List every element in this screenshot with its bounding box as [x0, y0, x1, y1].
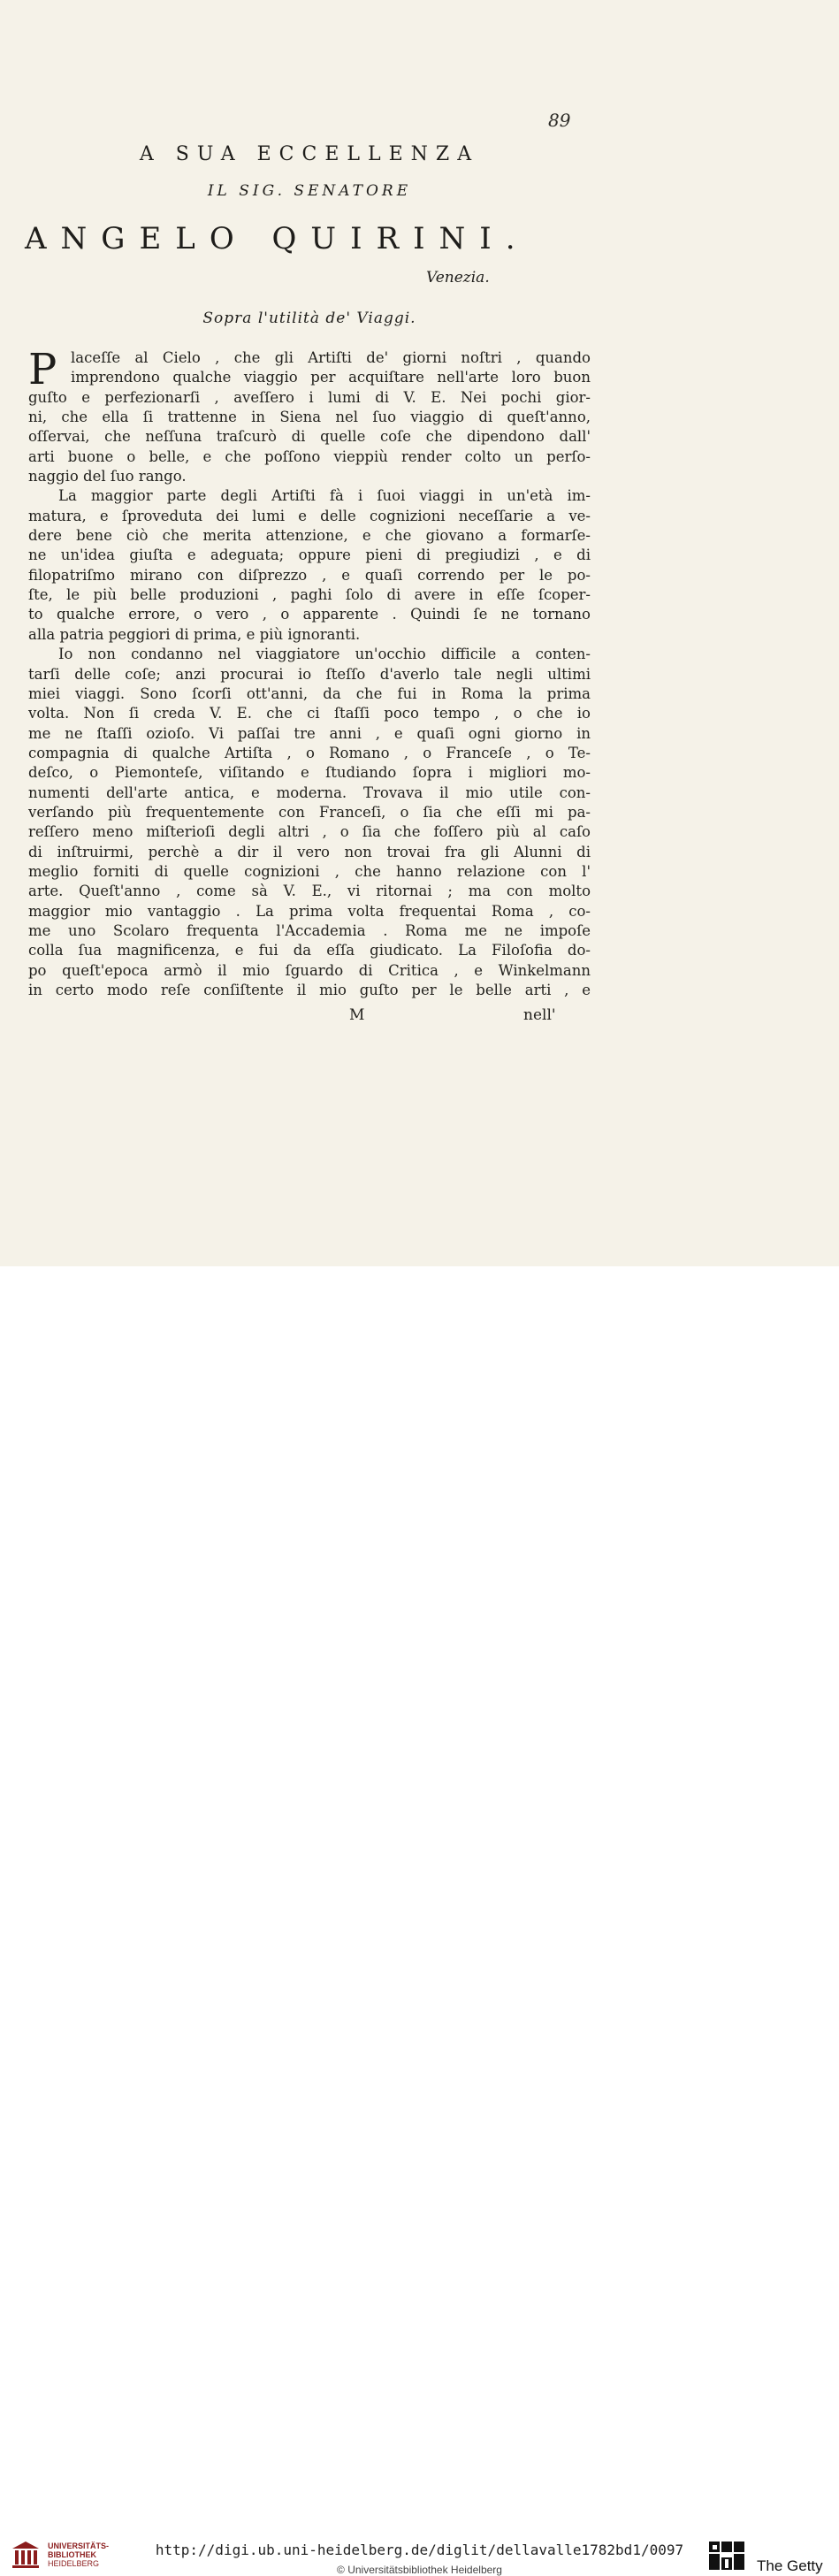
- drop-cap: P: [28, 345, 57, 394]
- copyright-notice: © Universitätsbibliothek Heidelberg: [337, 2564, 502, 2576]
- text-line: tarſi delle coſe; anzi procurai io ſteſſo d'averlo tale negli ultimi: [28, 665, 591, 683]
- text-line: filopatriſmo mirano con diſprezzo , e quaſi correndo per le po-: [28, 566, 591, 584]
- getty-logo-icon[interactable]: [707, 2540, 746, 2572]
- viewer-footer: [0, 1266, 839, 2576]
- text-line: ni, che ella ſi trattenne in Siena nel ſuo viaggio di queſt'anno,: [28, 409, 591, 426]
- text-line: in certo modo reſe conſiſtente il mio guſto per le belle arti , e: [28, 982, 591, 998]
- text-line: dere bene ciò che merita attenzione, e che giovano a formarſe-: [28, 527, 591, 545]
- text-line: compagnia di qualche Artiſta , o Romano , o Franceſe , o Te-: [28, 744, 591, 761]
- page-number: 89: [548, 110, 571, 131]
- place-name: Venezia.: [426, 269, 490, 287]
- scanned-page: [0, 0, 839, 1266]
- text-line: guſto e perfezionarſi , aveſſero i lumi di V. E. Nei pochi gior-: [28, 388, 591, 406]
- text-line: matura, e ſproveduta dei lumi e delle cognizioni neceſſarie a ve-: [28, 507, 591, 524]
- text-line: miei viaggi. Sono ſcorſi ott'anni, da che fui in Roma la prima: [28, 684, 591, 702]
- text-line: me ne ſtaſſi ozioſo. Vi paſſai tre anni , e quaſi ogni giorno in: [28, 724, 591, 742]
- signature-mark: M: [349, 1006, 365, 1024]
- text-line: oſſervai, che neſſuna traſcurò di quelle coſe che dipendono dall': [28, 428, 591, 446]
- text-line: arte. Queſt'anno , come sà V. E., vi ritornai ; ma con molto: [28, 883, 591, 900]
- text-line: arti buone o belle, e che poſſono vieppiù render colto un perſo-: [28, 447, 591, 465]
- text-line: numenti dell'arte antica, e moderna. Trovava il mio utile con-: [28, 784, 591, 801]
- text-line: me uno Scolaro frequenta l'Accademia . Roma me ne impoſe: [28, 921, 591, 939]
- text-line: naggio del ſuo rango.: [28, 468, 187, 485]
- text-line: ne un'idea giuſta e adeguata; oppure pieni di pregiudizi , e di: [28, 547, 591, 564]
- text-line: po queſt'epoca armò il mio ſguardo di Critica , e Winkelmann: [28, 961, 591, 979]
- addressee-name: ANGELO QUIRINI.: [25, 221, 530, 256]
- text-line: meglio forniti di quelle cognizioni , che hanno relazione con l': [28, 862, 591, 880]
- text-line: di inſtruirmi, perchè a dir il vero non trovai fra gli Alunni di: [28, 843, 591, 860]
- text-line: verſando più frequentemente con Franceſi, o ſia che eſſi mi pa-: [28, 803, 591, 821]
- permalink-url[interactable]: http://digi.ub.uni-heidelberg.de/diglit/dellavalle1782bd1/0097: [155, 2542, 684, 2558]
- text-line: alla patria peggiori di prima, e più ignoranti.: [28, 625, 361, 643]
- library-name[interactable]: UNIVERSITÄTS- BIBLIOTHEK HEIDELBERG: [48, 2542, 110, 2568]
- partner-name[interactable]: The Getty: [757, 2557, 823, 2574]
- catchword: nell': [523, 1006, 556, 1024]
- text-line: Io non condanno nel viaggiatore un'occhio difficile a conten-: [58, 646, 591, 663]
- text-line: imprendono qualche viaggio per acquiſtare nell'arte loro buon: [71, 369, 591, 386]
- text-line: maggior mio vantaggio . La prima volta frequentai Roma , co-: [28, 902, 591, 920]
- text-line: La maggior parte degli Artiſti fà i ſuoi viaggi in un'età im-: [58, 487, 591, 505]
- text-line: volta. Non ſi creda V. E. che ci ſtaſſi poco tempo , o che io: [28, 705, 591, 722]
- dedication-heading: A SUA ECCELLENZA: [139, 143, 480, 165]
- title-line: IL SIG. SENATORE: [207, 182, 412, 200]
- letter-subject: Sopra l'utilità de' Viaggi.: [202, 310, 416, 327]
- text-line: laceſſe al Cielo , che gli Artiſti de' giorni noſtri , quando: [71, 349, 591, 366]
- text-line: colla ſua magnificenza, e fui da eſſa giudicato. La Filoſofia do-: [28, 942, 591, 959]
- letter-body: [28, 345, 591, 1000]
- text-line: to qualche errore, o vero , o apparente . Quindi ſe ne tornano: [28, 606, 591, 623]
- text-line: ſte, le più belle produzioni , paghi ſolo di avere in eſſe ſcoper-: [28, 586, 591, 604]
- text-line: deſco, o Piemonteſe, viſitando e ſtudiando ſopra i migliori mo-: [28, 764, 591, 782]
- text-line: reſſero meno miſterioſi degli altri , o ſia che foſſero più al caſo: [28, 823, 591, 841]
